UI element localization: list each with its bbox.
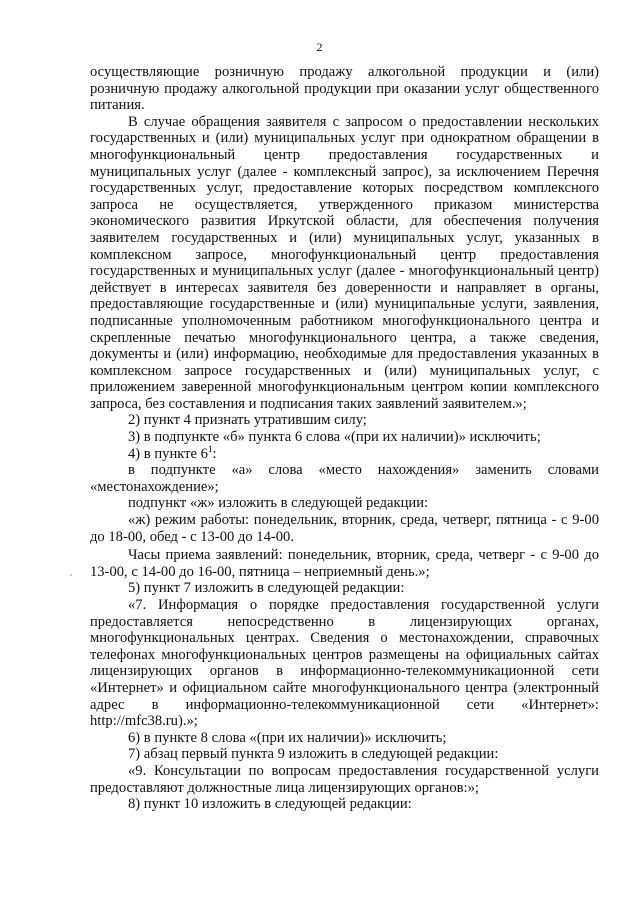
scan-speck bbox=[70, 574, 72, 576]
paragraph-3: 2) пункт 4 признать утратившим силу; bbox=[128, 412, 367, 429]
paragraph-12: 6) в пункте 8 слова «(при их наличии)» исключить; bbox=[128, 729, 447, 746]
paragraph-6: в подпункте «а» слова «место нахождения» заменить словами «местонахождение»; bbox=[90, 462, 599, 495]
paragraph-7: подпункт «ж» изложить в следующей редакции: bbox=[128, 495, 429, 512]
paragraph-5-superscript: 1 bbox=[207, 443, 213, 454]
paragraph-4: 3) в подпункте «б» пункта 6 слова «(при их наличии)» исключить; bbox=[128, 429, 541, 446]
paragraph-15: 8) пункт 10 изложить в следующей редакции: bbox=[128, 796, 412, 813]
paragraph-2: В случае обращения заявителя с запросом о предоставлении нескольких государственных и (или) муниципальных услуг при однократном обращении в многофункциональный центр предоставления государственных и муниципальных услуг (далее - комплексный запрос), за исключением Перечня государственных услуг, предоставление которых посредством комплексного запроса не осуществляется, утвержденного приказом министерства экономического развития Иркутской области, для обеспечения получения заявителем государственных и (или) муниципальных услуг, указанных в комплексном запросе, многофункциональный центр предоставления государственных и муниципальных услуг (далее - многофункциональный центр) действует в интересах заявителя без доверенности и направляет в органы, предоставляющие государственные и (или) муниципальные услуги, заявления, подписанные уполномоченным работником многофункционального центра и скрепленные печатью многофункционального центра, а также сведения, документы и (или) информацию, необходимые для предоставления указанных в комплексном запросе государственных и (или) муниципальных услуг, с приложением заверенной многофункциональным центром копии комплексного запроса, без составления и подписания таких заявлений заявителем.»; bbox=[90, 113, 599, 412]
paragraph-14: «9. Консультации по вопросам предоставления государственной услуги предоставляют должностные лица лицензирующих органов:»; bbox=[90, 762, 599, 796]
paragraph-10: 5) пункт 7 изложить в следующей редакции: bbox=[128, 580, 405, 597]
page-number: 2 bbox=[316, 40, 323, 54]
paragraph-13: 7) абзац первый пункта 9 изложить в следующей редакции: bbox=[128, 746, 499, 763]
paragraph-5-text: 4) в пункте 6 bbox=[128, 445, 208, 462]
paragraph-1: осуществляющие розничную продажу алкогольной продукции и (или) розничную продажу алкогольной продукции при оказании услуг общественного питания. bbox=[90, 64, 599, 114]
document-body bbox=[90, 64, 599, 813]
paragraph-5 bbox=[90, 443, 599, 463]
paragraph-8: «ж) режим работы: понедельник, вторник, среда, четверг, пятница - с 9-00 до 18-00, обед - с 13-00 до 14-00. bbox=[90, 512, 599, 545]
paragraph-5-colon: : bbox=[212, 445, 217, 462]
paragraph-11: «7. Информация о порядке предоставления государственной услуги предоставляется непосредственно в лицензирующих органах, многофункциональных центрах. Сведения о местонахождении, справочных телефонах многофункциональных центров размещены на официальных сайтах лицензирующих органов в информационно-телекоммуникационной сети «Интернет» и официальном сайте многофункционального центра (электронный адрес в информационно-телекоммуникационной сети «Интернет»: http://mfc38.ru).»; bbox=[90, 597, 599, 730]
paragraph-9: Часы приема заявлений: понедельник, вторник, среда, четверг - с 9-00 до 13-00, с 14-00 до 16-00, пятница – неприемный день.»; bbox=[90, 547, 599, 580]
